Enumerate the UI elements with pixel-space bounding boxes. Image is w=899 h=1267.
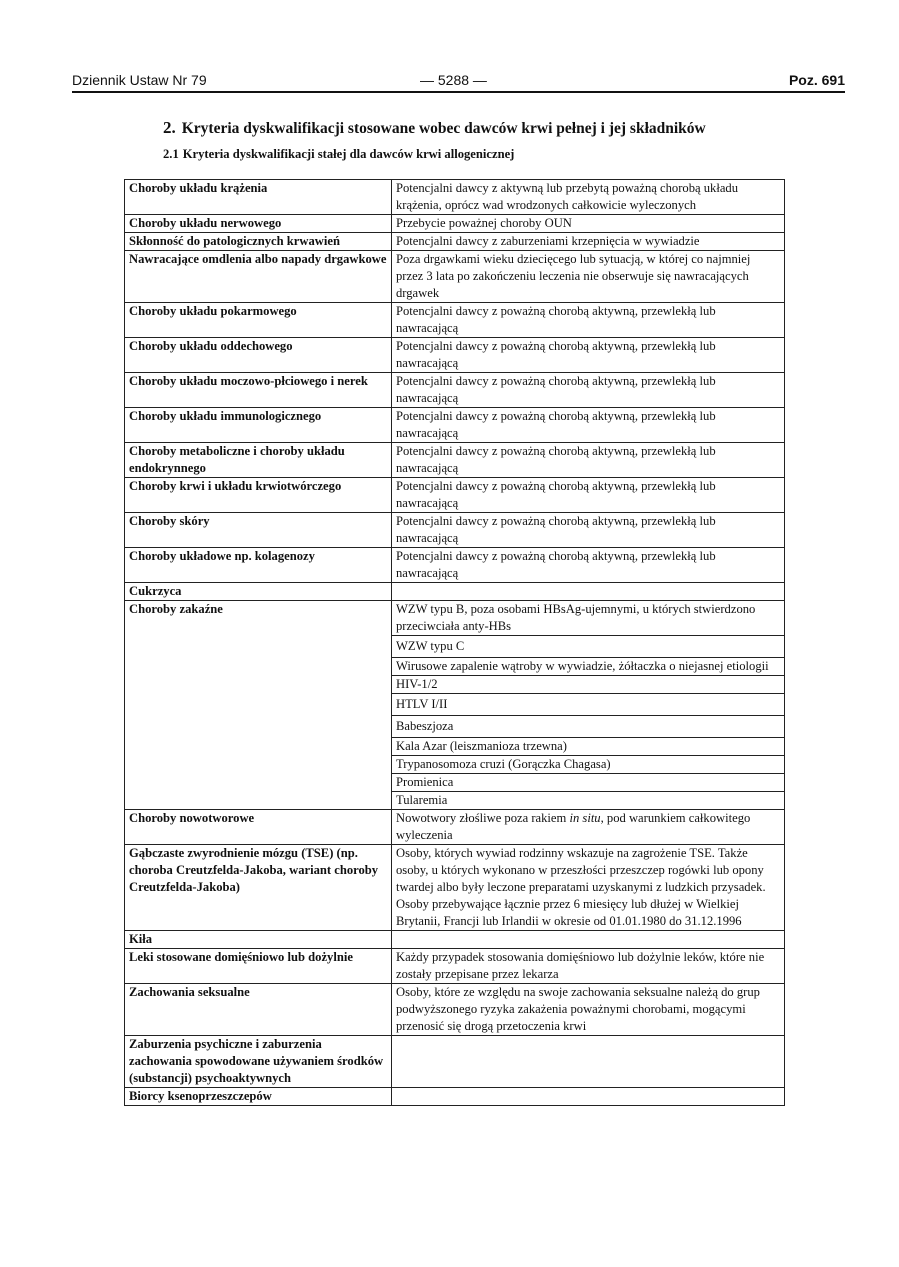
subsection-number: 2.1 <box>163 147 179 161</box>
category-cell: Choroby układu krążenia <box>125 180 392 215</box>
details-cell: Potencjalni dawcy z poważną chorobą aktywną, przewlekłą lub nawracającą <box>392 478 785 513</box>
details-item: Tularemia <box>392 791 784 809</box>
details-item: HTLV I/II <box>392 693 784 715</box>
category-cell: Kiła <box>125 931 392 949</box>
section-title-text: Kryteria dyskwalifikacji stosowane wobec dawców krwi pełnej i jej składników <box>181 120 706 137</box>
details-cell: Potencjalni dawcy z poważną chorobą aktywną, przewlekłą lub nawracającą <box>392 548 785 583</box>
category-cell: Choroby nowotworowe <box>125 810 392 845</box>
table-row <box>125 845 785 931</box>
details-item: Babeszjoza <box>392 715 784 737</box>
table-row <box>125 443 785 478</box>
details-cell: Potencjalni dawcy z poważną chorobą aktywną, przewlekłą lub nawracającą <box>392 443 785 478</box>
table-row <box>125 548 785 583</box>
details-cell <box>392 931 785 949</box>
table-row <box>125 949 785 984</box>
category-cell: Nawracające omdlenia albo napady drgawkowe <box>125 251 392 303</box>
category-cell: Zachowania seksualne <box>125 984 392 1036</box>
table-row <box>125 1088 785 1106</box>
table-row <box>125 303 785 338</box>
table-row <box>125 810 785 845</box>
table-row <box>125 1036 785 1088</box>
details-cell: Przebycie poważnej choroby OUN <box>392 215 785 233</box>
table-row <box>125 373 785 408</box>
category-cell: Choroby układu immunologicznego <box>125 408 392 443</box>
details-item: Wirusowe zapalenie wątroby w wywiadzie, żółtaczka o niejasnej etiologii <box>392 657 784 675</box>
details-cell: Potencjalni dawcy z aktywną lub przebytą poważną chorobą układu krążenia, oprócz wad wrodzonych całkowicie wyleczonych <box>392 180 785 215</box>
table-row <box>125 583 785 601</box>
table-row <box>125 601 785 810</box>
details-cell <box>392 1036 785 1088</box>
table-row <box>125 338 785 373</box>
subsection-title <box>163 147 514 162</box>
details-cell: Potencjalni dawcy z poważną chorobą aktywną, przewlekłą lub nawracającą <box>392 338 785 373</box>
details-cell: Potencjalni dawcy z poważną chorobą aktywną, przewlekłą lub nawracającą <box>392 373 785 408</box>
category-cell: Biorcy ksenoprzeszczepów <box>125 1088 392 1106</box>
details-cell <box>392 1088 785 1106</box>
details-cell: Osoby, których wywiad rodzinny wskazuje na zagrożenie TSE. Także osoby, u których wykonano w przeszłości przeszczep rogówki lub opony twardej albo były leczone preparatami uzyskanymi z ludzkich przysadek. Osoby przebywające łącznie przez 6 miesięcy lub dłużej w Wielkiej Brytanii, Francji lub Irlandii w okresie od 01.01.1980 do 31.12.1996 <box>392 845 785 931</box>
details-item: WZW typu B, poza osobami HBsAg-ujemnymi, u których stwierdzono przeciwciała anty-HBs <box>396 602 756 633</box>
section-number: 2. <box>163 118 176 137</box>
table-row <box>125 180 785 215</box>
details-cell: Osoby, które ze względu na swoje zachowania seksualne należą do grup podwyższonego ryzyka zakażenia poważnymi chorobami, mogącymi przenosić się drogą przetoczenia krwi <box>392 984 785 1036</box>
details-cell <box>392 583 785 601</box>
details-item: HIV-1/2 <box>392 675 784 693</box>
category-cell: Skłonność do patologicznych krwawień <box>125 233 392 251</box>
category-cell: Choroby krwi i układu krwiotwórczego <box>125 478 392 513</box>
category-cell: Choroby metaboliczne i choroby układu endokrynnego <box>125 443 392 478</box>
details-cell: Każdy przypadek stosowania domięśniowo lub dożylnie leków, które nie zostały przepisane przez lekarza <box>392 949 785 984</box>
journal-name: Dziennik Ustaw Nr 79 <box>72 72 207 88</box>
criteria-table <box>124 179 785 1106</box>
details-cell: Potencjalni dawcy z zaburzeniami krzepnięcia w wywiadzie <box>392 233 785 251</box>
details-cell: Potencjalni dawcy z poważną chorobą aktywną, przewlekłą lub nawracającą <box>392 513 785 548</box>
table-row <box>125 984 785 1036</box>
details-item: Kala Azar (leiszmanioza trzewna) <box>392 737 784 755</box>
table-row <box>125 233 785 251</box>
details-cell: Potencjalni dawcy z poważną chorobą aktywną, przewlekłą lub nawracającą <box>392 303 785 338</box>
details-cell: Potencjalni dawcy z poważną chorobą aktywną, przewlekłą lub nawracającą <box>392 408 785 443</box>
details-item: WZW typu C <box>392 635 784 657</box>
category-cell: Gąbczaste zwyrodnienie mózgu (TSE) (np. choroba Creutzfelda-Jakoba, wariant choroby Creutzfelda-Jakoba) <box>125 845 392 931</box>
subsection-title-text: Kryteria dyskwalifikacji stałej dla dawców krwi allogenicznej <box>182 147 515 161</box>
table-row <box>125 478 785 513</box>
position-number: Poz. 691 <box>788 72 845 88</box>
page-header <box>72 70 845 90</box>
category-cell: Choroby skóry <box>125 513 392 548</box>
category-cell: Choroby zakaźne <box>125 601 392 810</box>
details-cell <box>392 601 785 810</box>
category-cell: Zaburzenia psychiczne i zaburzenia zachowania spowodowane używaniem środków (substancji) psychoaktywnych <box>125 1036 392 1088</box>
section-title <box>163 118 706 138</box>
table-row <box>125 513 785 548</box>
page-number: — 5288 — <box>420 72 487 88</box>
details-item: Trypanosomoza cruzi (Gorączka Chagasa) <box>392 755 784 773</box>
table-row <box>125 408 785 443</box>
details-cell: Poza drgawkami wieku dziecięcego lub sytuacją, w której co najmniej przez 3 lata po zakończeniu leczenia nie obserwuje się nawracających drgawek <box>392 251 785 303</box>
details-item: Promienica <box>392 773 784 791</box>
category-cell: Choroby układu pokarmowego <box>125 303 392 338</box>
table-row <box>125 931 785 949</box>
category-cell: Choroby układu moczowo-płciowego i nerek <box>125 373 392 408</box>
category-cell: Choroby układu nerwowego <box>125 215 392 233</box>
category-cell: Cukrzyca <box>125 583 392 601</box>
table-row <box>125 215 785 233</box>
category-cell: Choroby układowe np. kolagenozy <box>125 548 392 583</box>
header-rule <box>72 91 845 93</box>
table-row <box>125 251 785 303</box>
category-cell: Choroby układu oddechowego <box>125 338 392 373</box>
details-cell: Nowotwory złośliwe poza rakiem in situ, pod warunkiem całkowitego wyleczenia <box>392 810 785 845</box>
category-cell: Leki stosowane domięśniowo lub dożylnie <box>125 949 392 984</box>
